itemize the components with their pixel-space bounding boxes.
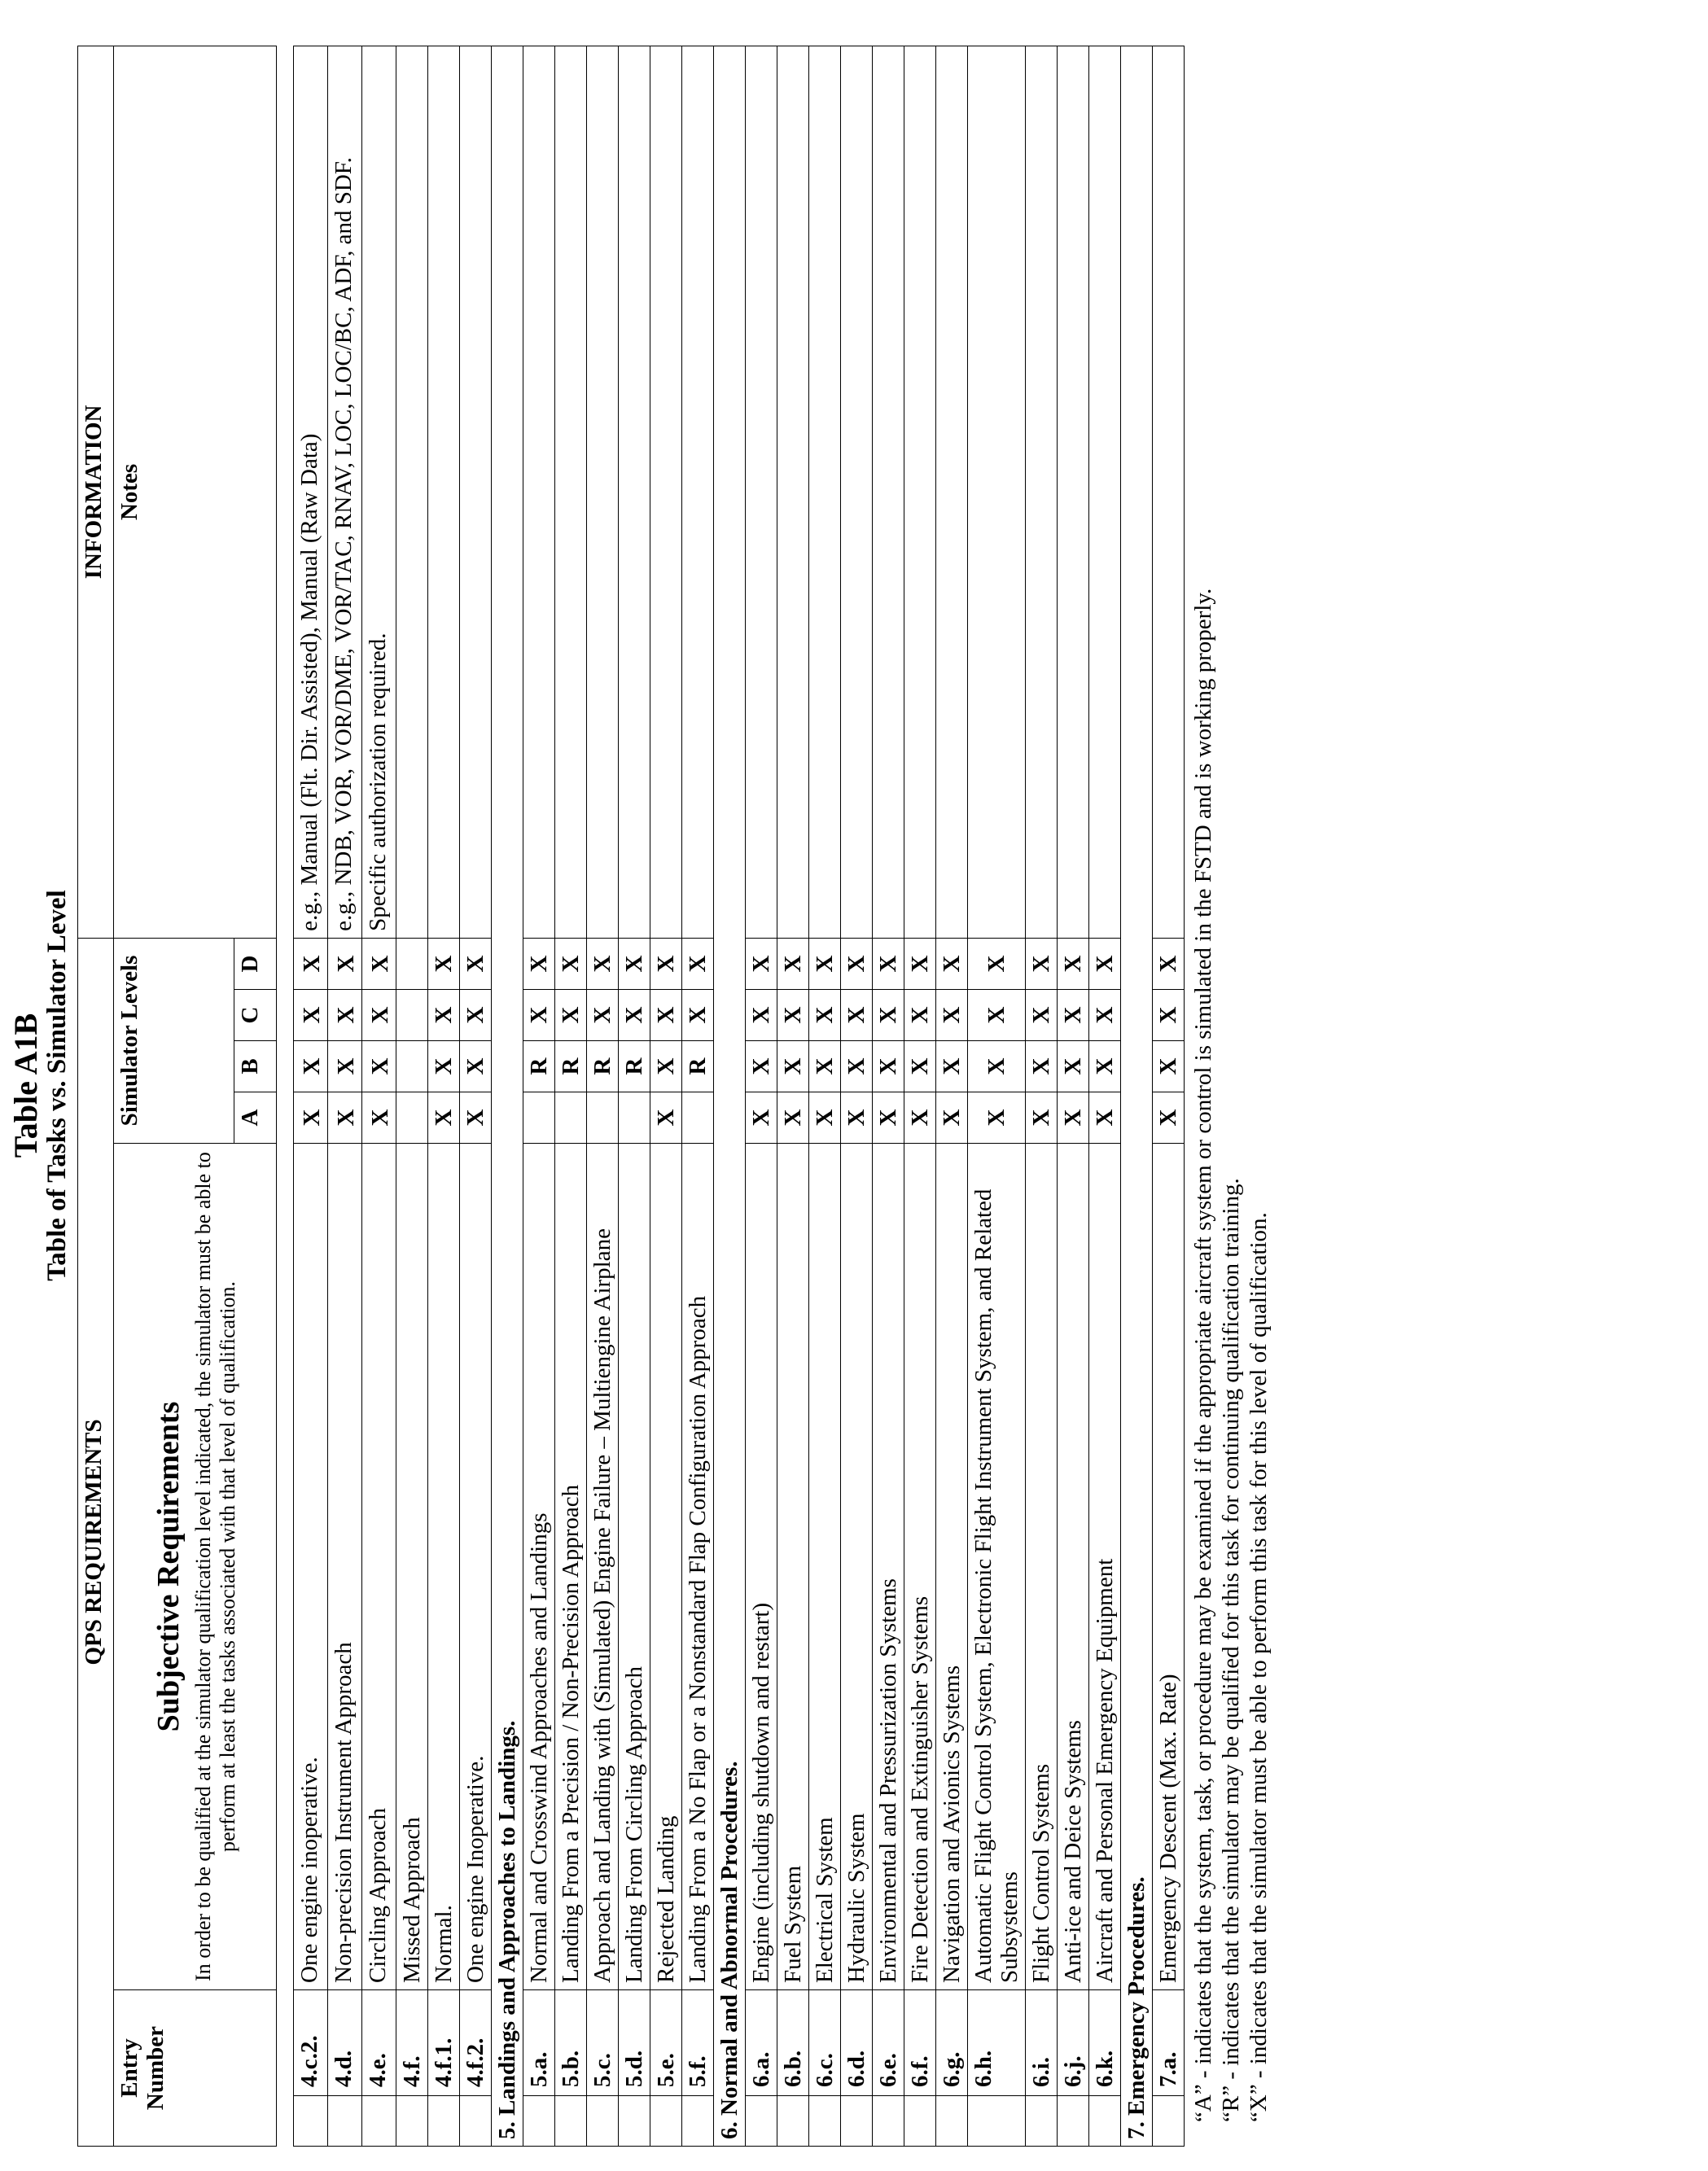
level-d-cell: X [746,938,777,989]
notes-cell [841,46,873,938]
level-d-header: D [234,938,277,989]
entry-number: 5.d. [619,1990,650,2096]
section-title: 6. Normal and Abnormal Procedures. [714,46,746,2146]
information-header: INFORMATION [78,46,114,938]
table-row [428,46,460,2146]
level-b-cell: X [968,1041,1026,1092]
level-b-cell [396,1041,428,1092]
notes-cell [650,46,682,938]
table-row [873,46,904,2146]
subjective-requirements-header [114,1144,277,1990]
entry-number: 5.b. [555,1990,587,2096]
level-c-header: C [234,990,277,1041]
entry-number: 4.f.1. [428,1990,460,2096]
entry-number: 5.f. [682,1990,714,2096]
level-c-cell: X [904,990,936,1041]
notes-header: Notes [114,46,277,938]
notes-cell [809,46,841,938]
level-c-cell: X [873,990,904,1041]
notes-cell [746,46,777,938]
level-a-header: A [234,1092,277,1144]
level-a-cell: X [328,1092,362,1144]
table-row [746,46,777,2146]
entry-number: 6.j. [1058,1990,1089,2096]
notes-cell [1026,46,1058,938]
entry-number: 6.c. [809,1990,841,2096]
requirement-text: Flight Control Systems [1026,1144,1058,1990]
table-row [523,46,555,2146]
level-c-cell [396,990,428,1041]
level-d-cell: X [873,938,904,989]
entry-number: 6.g. [936,1990,968,2096]
table-title: Table A1B [7,1013,44,1158]
requirement-text: Emergency Descent (Max. Rate) [1153,1144,1185,1990]
header-gap [277,46,294,2146]
level-c-cell: X [328,990,362,1041]
table-row [362,46,396,2146]
table-row [904,46,936,2146]
level-b-cell: X [428,1041,460,1092]
level-c-cell: X [1089,990,1121,1041]
table-row [968,46,1026,2146]
level-c-cell: X [746,990,777,1041]
level-d-cell [396,938,428,989]
level-b-cell: X [809,1041,841,1092]
requirement-text: Normal and Crosswind Approaches and Landings [523,1144,555,1990]
notes-cell [936,46,968,938]
level-b-cell: X [650,1041,682,1092]
notes-cell [555,46,587,938]
footnote-a: “A” - indicates that the system, task, or procedure may be examined if the appropriate aircraft system or control is simulated in the FSTD and is working properly. [1190,588,1216,2122]
level-a-cell: X [904,1092,936,1144]
requirement-text: Hydraulic System [841,1144,873,1990]
level-b-cell: X [1153,1041,1185,1092]
level-d-cell: X [1089,938,1121,989]
level-a-cell: X [841,1092,873,1144]
requirement-text: Electrical System [809,1144,841,1990]
indent-cell [1153,2096,1185,2147]
level-a-cell [396,1092,428,1144]
requirement-text: Landing From a No Flap or a Nonstandard Flap Configuration Approach [682,1144,714,1990]
requirement-text: Fuel System [777,1144,809,1990]
level-d-cell: X [328,938,362,989]
level-a-cell [555,1092,587,1144]
level-c-cell: X [841,990,873,1041]
notes-cell [1089,46,1121,938]
level-c-cell: X [619,990,650,1041]
entry-number: 6.d. [841,1990,873,2096]
level-b-header: B [234,1041,277,1092]
indent-cell [619,2096,650,2147]
entry-number: 6.f. [904,1990,936,2096]
level-d-cell: X [682,938,714,989]
level-a-cell: X [1058,1092,1089,1144]
level-d-cell: X [362,938,396,989]
section-row [714,46,746,2146]
level-a-cell [682,1092,714,1144]
requirement-text: Approach and Landing with (Simulated) Engine Failure – Multiengine Airplane [587,1144,619,1990]
requirement-text: Fire Detection and Extinguisher Systems [904,1144,936,1990]
indent-cell [777,2096,809,2147]
indent-cell [746,2096,777,2147]
indent-cell [968,2096,1026,2147]
level-d-cell: X [460,938,492,989]
level-c-cell: X [936,990,968,1041]
level-a-cell: X [968,1092,1026,1144]
table-row [1058,46,1089,2146]
table-row [682,46,714,2146]
table-row [328,46,362,2146]
level-d-cell: X [936,938,968,989]
level-b-cell: X [936,1041,968,1092]
level-b-cell: X [1026,1041,1058,1092]
notes-cell [428,46,460,938]
level-b-cell: X [1058,1041,1089,1092]
section-title: 5. Landings and Approaches to Landings. [492,46,523,2146]
level-d-cell: X [968,938,1026,989]
level-c-cell: X [1058,990,1089,1041]
entry-number: 4.c.2. [294,1990,328,2096]
indent-cell [650,2096,682,2147]
indent-cell [587,2096,619,2147]
table-row [1089,46,1121,2146]
level-d-cell: X [904,938,936,989]
level-a-cell: X [936,1092,968,1144]
level-d-cell: X [428,938,460,989]
notes-cell [777,46,809,938]
level-d-cell: X [587,938,619,989]
level-a-cell: X [1153,1092,1185,1144]
indent-cell [428,2096,460,2147]
level-c-cell: X [555,990,587,1041]
level-d-cell: X [809,938,841,989]
level-d-cell: X [294,938,328,989]
requirement-text: Landing From Circling Approach [619,1144,650,1990]
level-c-cell: X [362,990,396,1041]
indent-cell [362,2096,396,2147]
level-c-cell: X [1153,990,1185,1041]
table-row [936,46,968,2146]
level-a-cell: X [1026,1092,1058,1144]
level-a-cell: X [746,1092,777,1144]
level-b-cell: X [294,1041,328,1092]
level-d-cell: X [841,938,873,989]
level-c-cell: X [1026,990,1058,1041]
notes-cell [460,46,492,938]
notes-cell [619,46,650,938]
notes-cell: e.g., Manual (Flt. Dir. Assisted), Manual (Raw Data) [294,46,328,938]
level-c-cell: X [968,990,1026,1041]
notes-cell [587,46,619,938]
qps-requirements-header: QPS REQUIREMENTS [78,938,114,2146]
table-row [396,46,428,2146]
table-row [619,46,650,2146]
level-d-cell: X [555,938,587,989]
level-c-cell: X [682,990,714,1041]
requirement-text: One engine Inoperative. [460,1144,492,1990]
indent-cell [873,2096,904,2147]
table-row [294,46,328,2146]
indent-cell [936,2096,968,2147]
entry-number: 6.k. [1089,1990,1121,2096]
level-c-cell: X [294,990,328,1041]
level-a-cell [619,1092,650,1144]
level-a-cell: X [428,1092,460,1144]
requirement-text: Anti-ice and Deice Systems [1058,1144,1089,1990]
table-row [650,46,682,2146]
requirement-text: Circling Approach [362,1144,396,1990]
table-row [841,46,873,2146]
level-a-cell: X [460,1092,492,1144]
level-c-cell: X [523,990,555,1041]
indent-cell [396,2096,428,2147]
entry-number: 6.a. [746,1990,777,2096]
requirement-text: Missed Approach [396,1144,428,1990]
indent-cell [328,2096,362,2147]
indent-cell [1026,2096,1058,2147]
requirement-text: Rejected Landing [650,1144,682,1990]
section-row [492,46,523,2146]
section-row [1121,46,1153,2146]
tasks-table [77,46,1185,2147]
level-a-cell: X [873,1092,904,1144]
level-d-cell: X [1153,938,1185,989]
level-b-cell: R [555,1041,587,1092]
entry-number: 5.a. [523,1990,555,2096]
table-subtitle: Table of Tasks vs. Simulator Level [42,890,72,1281]
level-c-cell: X [587,990,619,1041]
table-row [555,46,587,2146]
requirement-text: Landing From a Precision / Non-Precision Approach [555,1144,587,1990]
indent-cell [1058,2096,1089,2147]
indent-cell [460,2096,492,2147]
simulator-levels-header: Simulator Levels [114,938,234,1143]
entry-number: 5.e. [650,1990,682,2096]
level-a-cell: X [362,1092,396,1144]
entry-number: 7.a. [1153,1990,1185,2096]
entry-number: 6.b. [777,1990,809,2096]
level-d-cell: X [523,938,555,989]
notes-cell [873,46,904,938]
level-c-cell: X [460,990,492,1041]
level-b-cell: R [619,1041,650,1092]
requirement-text: Environmental and Pressurization Systems [873,1144,904,1990]
level-a-cell [587,1092,619,1144]
entry-number: 6.e. [873,1990,904,2096]
table-row [809,46,841,2146]
level-d-cell: X [1026,938,1058,989]
level-a-cell: X [777,1092,809,1144]
indent-cell [523,2096,555,2147]
indent-cell [555,2096,587,2147]
requirement-text: Navigation and Avionics Systems [936,1144,968,1990]
level-b-cell: R [587,1041,619,1092]
notes-cell: e.g., NDB, VOR, VOR/DME, VOR/TAC, RNAV, LOC, LOC/BC, ADF, and SDF. [328,46,362,938]
level-c-cell: X [809,990,841,1041]
requirement-text: Non-precision Instrument Approach [328,1144,362,1990]
notes-cell [968,46,1026,938]
level-c-cell: X [777,990,809,1041]
indent-cell [809,2096,841,2147]
level-c-cell: X [650,990,682,1041]
level-b-cell: X [362,1041,396,1092]
indent-cell [294,2096,328,2147]
notes-cell [904,46,936,938]
requirement-text: Normal. [428,1144,460,1990]
requirement-text: Engine (including shutdown and restart) [746,1144,777,1990]
level-d-cell: X [777,938,809,989]
level-d-cell: X [619,938,650,989]
footnote-x: “X” - indicates that the simulator must be able to perform this task for this level of qualification. [1246,1212,1272,2122]
level-a-cell [523,1092,555,1144]
tasks-table-body [294,46,1185,2146]
table-row [587,46,619,2146]
notes-cell [523,46,555,938]
entry-number: 6.h. [968,1990,1026,2096]
level-b-cell: X [873,1041,904,1092]
level-b-cell: X [328,1041,362,1092]
level-b-cell: X [777,1041,809,1092]
notes-cell [682,46,714,938]
entry-number: 4.f. [396,1990,428,2096]
requirement-text: Automatic Flight Control System, Electronic Flight Instrument System, and Related Subsystems [968,1144,1026,1990]
level-b-cell: X [1089,1041,1121,1092]
level-a-cell: X [294,1092,328,1144]
indent-cell [904,2096,936,2147]
footnote-r: “R” - indicates that the simulator may be qualified for this task for continuing qualification training. [1218,1178,1244,2122]
level-b-cell: R [523,1041,555,1092]
level-d-cell: X [650,938,682,989]
level-a-cell: X [650,1092,682,1144]
table-row [1153,46,1185,2146]
level-a-cell: X [809,1092,841,1144]
level-b-cell: X [460,1041,492,1092]
level-b-cell: X [746,1041,777,1092]
level-a-cell: X [1089,1092,1121,1144]
requirement-text: One engine inoperative. [294,1144,328,1990]
section-title: 7. Emergency Procedures. [1121,46,1153,2146]
entry-number: 6.i. [1026,1990,1058,2096]
notes-cell [1058,46,1089,938]
indent-cell [1089,2096,1121,2147]
subjective-description: In order to be qualified at the simulator qualification level indicated, the simulator must be able to perform at least the tasks associated with that level of qualification. [191,1152,239,1981]
entry-number: 4.d. [328,1990,362,2096]
level-b-cell: X [904,1041,936,1092]
entry-number: 5.c. [587,1990,619,2096]
subjective-title: Subjective Requirements [151,1401,186,1732]
level-b-cell: R [682,1041,714,1092]
indent-cell [841,2096,873,2147]
indent-cell [682,2096,714,2147]
notes-cell [396,46,428,938]
level-b-cell: X [841,1041,873,1092]
entry-number-header: Entry Number [114,1990,277,2147]
table-row [460,46,492,2146]
level-d-cell: X [1058,938,1089,989]
table-row [777,46,809,2146]
entry-number: 4.e. [362,1990,396,2096]
entry-number: 4.f.2. [460,1990,492,2096]
notes-cell [1153,46,1185,938]
table-row [1026,46,1058,2146]
notes-cell: Specific authorization required. [362,46,396,938]
requirement-text: Aircraft and Personal Emergency Equipment [1089,1144,1121,1990]
level-c-cell: X [428,990,460,1041]
